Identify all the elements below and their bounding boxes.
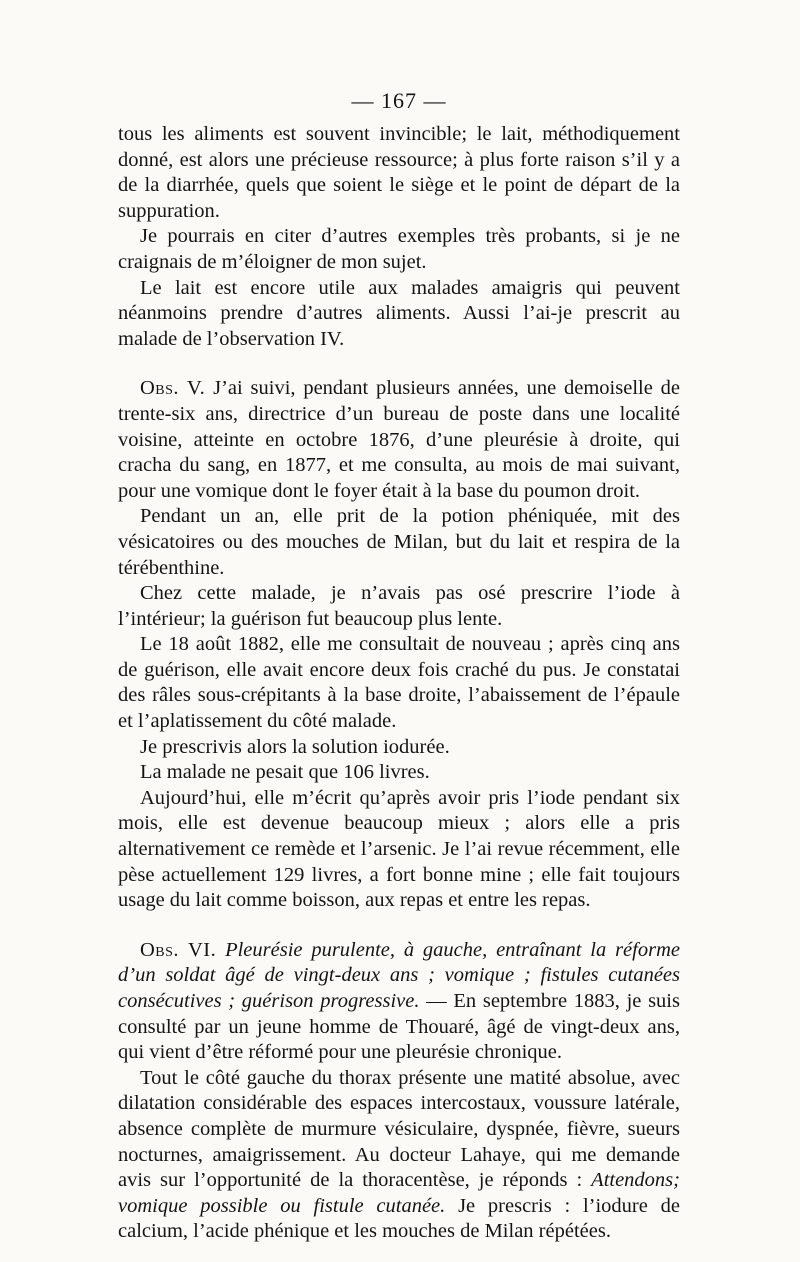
page-number: — 167 — <box>351 88 447 113</box>
paragraph-3: Le lait est encore utile aux malades amaigris qui peuvent néanmoins prendre d’autres aliments. Aussi l’ai-je prescrit au malade de l’observation IV. <box>118 276 680 350</box>
paragraph-8: Je prescrivis alors la solution iodurée. <box>140 735 450 758</box>
observation-6-title: Pleurésie purulente, à gauche, entraînant la réforme d’un soldat âgé de vingt-deux ans ; vomique ; fistules cutanées consécutives ; guérison progressive. <box>118 938 680 1012</box>
paragraph-12 <box>118 1066 680 1245</box>
paragraph-9: La malade ne pesait que 106 livres. <box>140 761 430 784</box>
observation-5-label: Obs. V. <box>140 377 206 400</box>
section-gap <box>118 914 680 938</box>
paragraph-5: Pendant un an, elle prit de la potion phéniquée, mit des vésicatoires ou des mouches de Milan, but du lait et respira de la térébenthine. <box>118 505 680 579</box>
paragraph-12-text-2: Je prescris : l’iodure de calcium, l’acide phénique et les mouches de Milan répétées. <box>118 1194 680 1243</box>
observation-5-text: J’ai suivi, pendant plusieurs années, une demoiselle de trente-six ans, directrice d’un bureau de poste dans une localité voisine, atteinte en octobre 1876, d’une pleurésie à droite, qui cracha du sang, en 1877, et me consulta, au mois de mai suivant, pour une vomique dont le foyer était à la base du poumon droit. <box>118 377 680 502</box>
paragraph-10: Aujourd’hui, elle m’écrit qu’après avoir pris l’iode pendant six mois, elle est devenue beaucoup mieux ; alors elle a pris alternativement ce remède et l’arsenic. Je l’ai revue récemment, elle pèse actuellement 129 livres, a fort bonne mine ; elle fait toujours usage du lait comme boisson, aux repas et entre les repas. <box>118 786 680 912</box>
section-gap <box>118 352 680 376</box>
paragraph-12-italic: Attendons; vomique possible ou fistule cutanée. <box>118 1169 680 1217</box>
paragraph-6: Chez cette malade, je n’avais pas osé prescrire l’iode à l’intérieur; la guérison fut beaucoup plus lente. <box>118 582 680 630</box>
paragraph-7: Le 18 août 1882, elle me consultait de nouveau ; après cinq ans de guérison, elle avait encore deux fois craché du pus. Je constatai des râles sous-crépitants à la base droite, l’abaissement de l’épaule et l’aplatissement du côté malade. <box>118 633 680 733</box>
paragraph-2: Je pourrais en citer d’autres exemples très probants, si je ne craignais de m’éloigner de mon sujet. <box>118 225 680 273</box>
paragraph-1: tous les aliments est souvent invincible; le lait, méthodiquement donné, est alors une précieuse ressource; à plus forte raison s’il y a de la diarrhée, quels que soient le siège et le point de départ de la suppuration. <box>118 123 680 222</box>
observation-6-label: Obs. VI. <box>140 938 217 961</box>
observation-5 <box>118 376 680 504</box>
paragraph-12-text-1: Tout le côté gauche du thorax présente une matité absolue, avec dilatation considérable des espaces intercostaux, voussure latérale, absence complète de murmure vésiculaire, dyspnée, fièvre, sueurs nocturnes, amaigrissement. Au docteur Lahaye, qui me demande avis sur l’opportunité de la thoracentèse, je réponds : <box>118 1066 680 1192</box>
observation-6 <box>118 938 680 1066</box>
text-body <box>118 122 680 1245</box>
observation-6-text: — En septembre 1883, je suis consulté par un jeune homme de Thouaré, âgé de vingt-deux ans, qui vient d’être réformé pour une pleurésie chronique. <box>118 990 680 1064</box>
